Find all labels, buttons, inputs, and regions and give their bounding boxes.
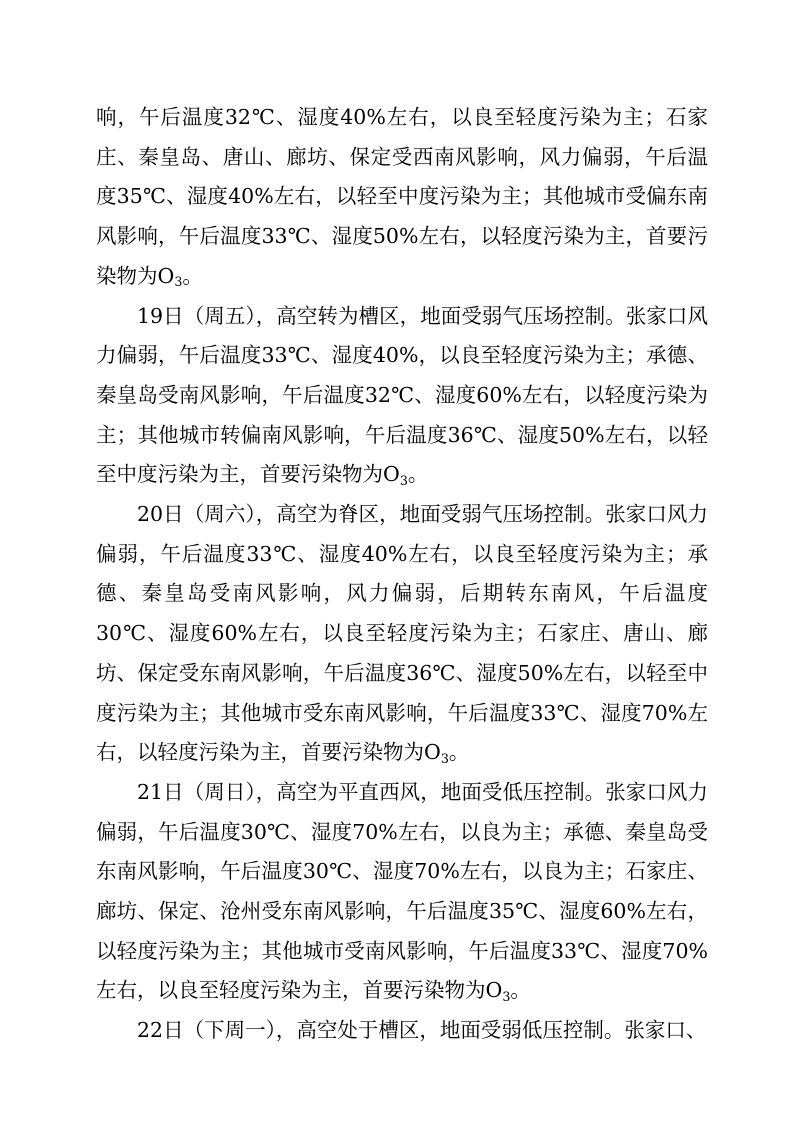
paragraph-end: 。 — [510, 978, 531, 1003]
paragraph-end: 。 — [182, 263, 203, 288]
paragraph-text: 20日（周六），高空为脊区，地面受弱气压场控制。张家口风力偏弱，午后温度33℃、湿度40%左右，以良至轻度污染为主；承德、秦皇岛受南风影响，风力偏弱，后期转东南风，午后温度30℃、湿度60%左右，以良至轻度污染为主；石家庄、唐山、廊坊、保定受东南风影响，午后温度36℃、湿度50%左右，以轻至中度污染为主；其他城市受东南风影响，午后温度33℃、湿度70%左右，以轻度污染为主，首要污染物为O — [96, 502, 708, 765]
paragraph-end: 。 — [448, 740, 470, 765]
paragraph-text: 19日（周五），高空转为槽区，地面受弱气压场控制。张家口风力偏弱，午后温度33℃、湿度40%，以良至轻度污染为主；承德、秦皇岛受南风影响，午后温度32℃、湿度60%左右，以轻度污染为主；其他城市转偏南风影响，午后温度36℃、湿度50%左右，以轻至中度污染为主，首要污染物为O — [96, 303, 708, 487]
document-page — [96, 98, 708, 1051]
subscript: 3 — [399, 472, 408, 488]
paragraph-forecast-21 — [96, 773, 708, 1011]
paragraph-forecast-22 — [96, 1011, 708, 1051]
paragraph-forecast-20 — [96, 495, 708, 773]
paragraph-text: 22日（下周一），高空处于槽区，地面受弱低压控制。张家口、 — [137, 1018, 707, 1043]
paragraph-end: 。 — [407, 462, 429, 487]
paragraph-text: 21日（周日），高空为平直西风，地面受低压控制。张家口风力偏弱，午后温度30℃、湿度70%左右，以良为主；承德、秦皇岛受东南风影响，午后温度30℃、湿度70%左右，以良为主；石家庄、廊坊、保定、沧州受东南风影响，午后温度35℃、湿度60%左右，以轻度污染为主；其他城市受南风影响，午后温度33℃、湿度70%左右，以良至轻度污染为主，首要污染物为O — [96, 779, 708, 1003]
paragraph-text: 响，午后温度32℃、湿度40%左右，以良至轻度污染为主；石家庄、秦皇岛、唐山、廊坊、保定受西南风影响，风力偏弱，午后温度35℃、湿度40%左右，以轻至中度污染为主；其他城市受偏东南风影响，午后温度33℃、湿度50%左右，以轻度污染为主，首要污染物为O — [96, 105, 708, 288]
subscript: 3 — [174, 274, 183, 290]
paragraph-forecast-18-continued — [96, 98, 708, 297]
paragraph-forecast-19 — [96, 297, 708, 496]
subscript: 3 — [440, 750, 449, 766]
subscript: 3 — [502, 989, 511, 1005]
